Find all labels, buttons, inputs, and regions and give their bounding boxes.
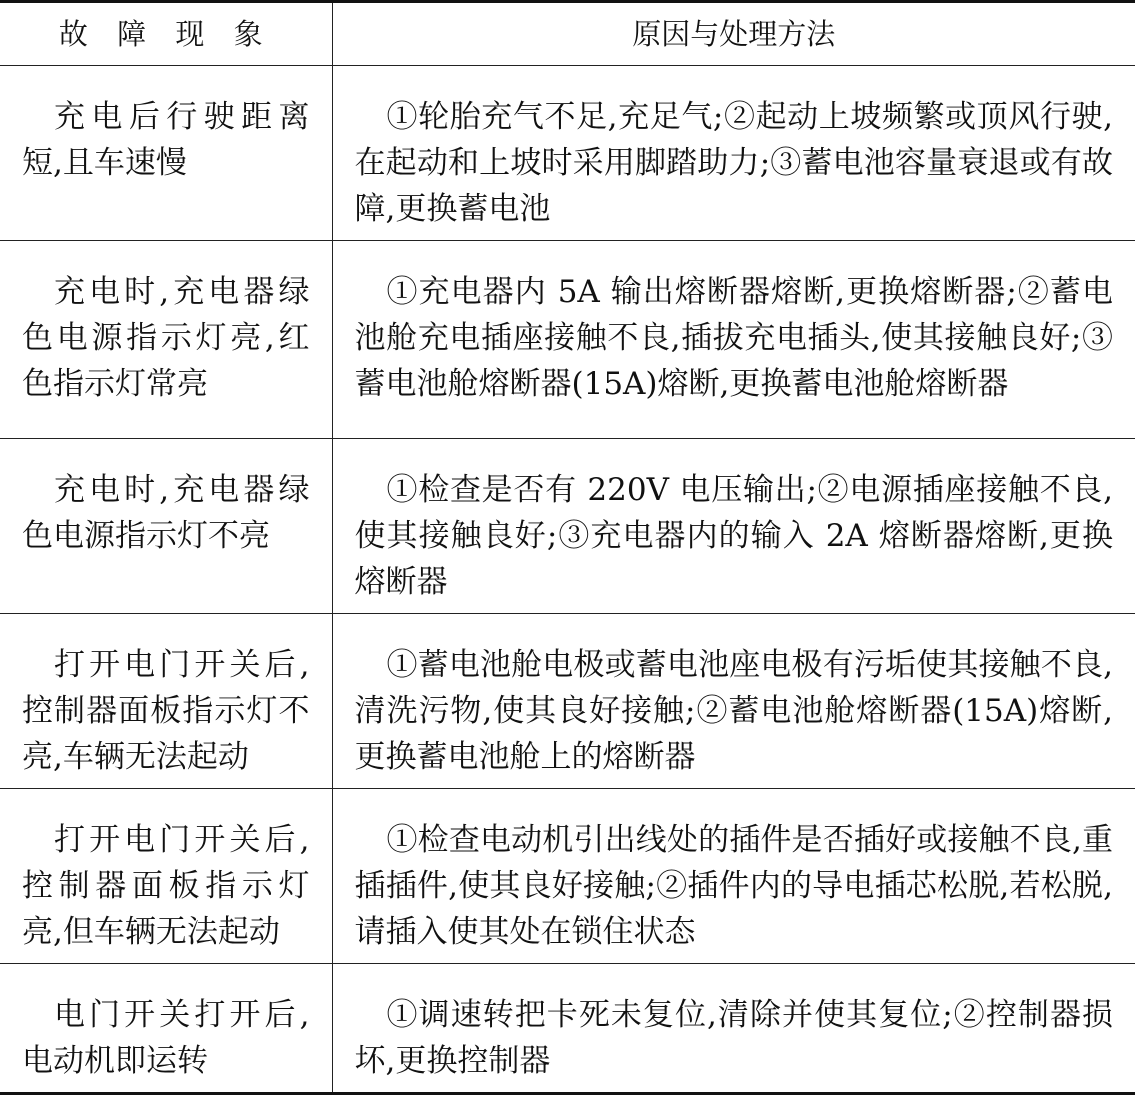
symptom-cell: 充电时,充电器绿色电源指示灯不亮 [0, 439, 332, 614]
symptom-cell: 打开电门开关后,控制器面板指示灯不亮,车辆无法起动 [0, 614, 332, 789]
symptom-cell: 打开电门开关后,控制器面板指示灯亮,但车辆无法起动 [0, 789, 332, 964]
table-row [0, 964, 1135, 1094]
table-row [0, 614, 1135, 789]
solution-cell: ①蓄电池舱电极或蓄电池座电极有污垢使其接触不良,清洗污物,使其良好接触;②蓄电池舱熔断器(15A)熔断,更换蓄电池舱上的熔断器 [332, 614, 1135, 789]
solution-cell: ①调速转把卡死未复位,清除并使其复位;②控制器损坏,更换控制器 [332, 964, 1135, 1094]
table-body [0, 66, 1135, 1094]
solution-cell: ①充电器内 5A 输出熔断器熔断,更换熔断器;②蓄电池舱充电插座接触不良,插拔充电插头,使其接触良好;③蓄电池舱熔断器(15A)熔断,更换蓄电池舱熔断器 [332, 241, 1135, 439]
solution-cell: ①轮胎充气不足,充足气;②起动上坡频繁或顶风行驶,在起动和上坡时采用脚踏助力;③蓄电池容量衰退或有故障,更换蓄电池 [332, 66, 1135, 241]
table-row [0, 241, 1135, 439]
symptom-cell: 充电后行驶距离短,且车速慢 [0, 66, 332, 241]
table-row [0, 66, 1135, 241]
table-row [0, 439, 1135, 614]
header-row [0, 2, 1135, 66]
header-fault-symptom: 故 障 现 象 [0, 2, 332, 66]
table-header [0, 2, 1135, 66]
solution-cell: ①检查电动机引出线处的插件是否插好或接触不良,重插插件,使其良好接触;②插件内的导电插芯松脱,若松脱,请插入使其处在锁住状态 [332, 789, 1135, 964]
header-cause-and-solution: 原因与处理方法 [332, 2, 1135, 66]
solution-cell: ①检查是否有 220V 电压输出;②电源插座接触不良,使其接触良好;③充电器内的输入 2A 熔断器熔断,更换熔断器 [332, 439, 1135, 614]
table-row [0, 789, 1135, 964]
symptom-cell: 充电时,充电器绿色电源指示灯亮,红色指示灯常亮 [0, 241, 332, 439]
symptom-cell: 电门开关打开后,电动机即运转 [0, 964, 332, 1094]
